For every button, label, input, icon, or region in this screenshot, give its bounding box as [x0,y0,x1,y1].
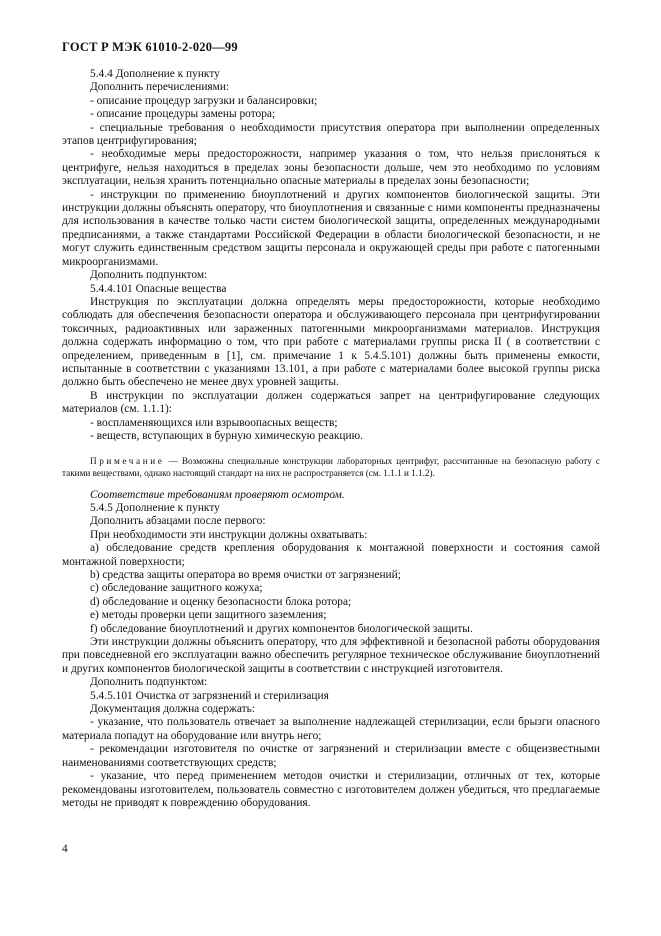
note-text: — Возможны специальные конструкции лабораторных центрифуг, рассчитанные на безопасную работу с такими веществами, однако настоящий стандарт на них не распространяется (см. 1.1.1 и 1.1.2). [62,456,600,478]
list-item: d) обследование и оценку безопасности блока ротора; [90,595,352,608]
list-item: - рекомендации изготовителя по очистке от загрязнений и стерилизации вместе с общеизвестными наименованиями соответствующих средств; [62,743,600,769]
note-label: Примечание [90,456,165,467]
list-item: - описание процедуры замены ротора; [90,108,276,121]
page-number: 4 [62,843,68,855]
section-heading: 5.4.4 Дополнение к пункту [90,68,220,80]
list-item: e) методы проверки цепи защитного заземления; [90,609,327,622]
paragraph: Дополнить абзацами после первого: [90,515,266,528]
list-item: - воспламеняющихся или взрывоопасных веществ; [90,416,338,429]
paragraph: Эти инструкции должны объяснить оператору, что для эффективной и безопасной работы оборудования при повседневной его эксплуатации важно обеспечить регулярное техническое обслуживание биоуплотнений и других компонентов биологической защиты в соответствии с инструкцией изготовителя. [62,636,600,675]
note [62,456,600,479]
subsection-heading: 5.4.4.101 Опасные вещества [90,282,227,295]
list-item: - необходимые меры предосторожности, например указания о том, что нельзя прислоняться к центрифуге, нельзя находиться в пределах зоны безопасности дольше, чем это необходимо по условиям эксплуатации, нельзя хранить потенциально опасные материалы в пределах зоны безопасности; [62,148,600,188]
conformity-statement: Соответствие требованиям проверяют осмотром. [90,488,345,501]
list-item: - инструкции по применению биоуплотнений и других компонентов биологической защиты. Эти инструкции должны объяснять оператору, что биоуплотнения и связанные с ними компоненты предназначены для использования в качестве только части систем биологической защиты, определенных международными предписаниями, а также стандартами Российской Федерации в области биологической безопасности, и не могут служить единственным средством защиты персонала и окружающей среды при работе с патогенными микроорганизмами. [62,188,600,268]
list-item: - указание, что пользователь отвечает за выполнение надлежащей стерилизации, если брызги опасного материала попадут на оборудование или внутрь него; [62,716,600,742]
document-body [62,68,600,810]
paragraph: Дополнить подпунктом: [90,269,208,282]
paragraph: Документация должна содержать: [90,703,256,716]
list-item: - описание процедур загрузки и балансировки; [90,94,318,107]
section-heading: 5.4.5 Дополнение к пункту [90,501,220,514]
paragraph: Дополнить перечислениями: [90,81,230,94]
list-item: - указание, что перед применением методов очистки и стерилизации, отличных от тех, которые рекомендованы изготовителем, пользователь совместно с изготовителем должен убедиться, что предлагаемые методы не приводят к повреждению оборудования. [62,770,600,809]
list-item: b) средства защиты оператора во время очистки от загрязнений; [90,569,401,581]
paragraph: Инструкция по эксплуатации должна определять меры предосторожности, которые необходимо соблюдать для обеспечения безопасности оператора и обслуживающего персонала при центрифугировании токсичных, радиоактивных или зараженных патогенными микроорганизмами материалов. Инструкция должна содержать информацию о том, что при работе с материалами группы риска II ( в соответствии с определением, приведенным в [1], см. примечание 1 к 5.4.5.101) должны быть применены емкости, испытанные в соответствии с указаниями 13.101, а при работе с материалами более высокой группы риска должно быть обеспечено не менее двух уровней защиты. [62,295,600,389]
paragraph: Дополнить подпунктом: [90,676,208,689]
paragraph: В инструкции по эксплуатации должен содержаться запрет на центрифугирование следующих материалов (см. 1.1.1): [62,389,600,416]
paragraph: При необходимости эти инструкции должны охватывать: [90,528,368,541]
list-item: - веществ, вступающих в бурную химическую реакцию. [90,429,363,442]
document-header: ГОСТ Р МЭК 61010-2-020—99 [62,40,238,54]
list-item: f) обследование биоуплотнений и других компонентов биологической защиты. [90,622,473,635]
list-item: а) обследование средств крепления оборудования к монтажной поверхности и состояния самой монтажной поверхности; [62,542,600,568]
subsection-heading: 5.4.5.101 Очистка от загрязнений и стерилизация [90,689,329,702]
list-item: - специальные требования о необходимости присутствия оператора при выполнении определенных этапов центрифугирования; [62,121,600,148]
list-item: c) обследование защитного кожуха; [90,582,263,595]
